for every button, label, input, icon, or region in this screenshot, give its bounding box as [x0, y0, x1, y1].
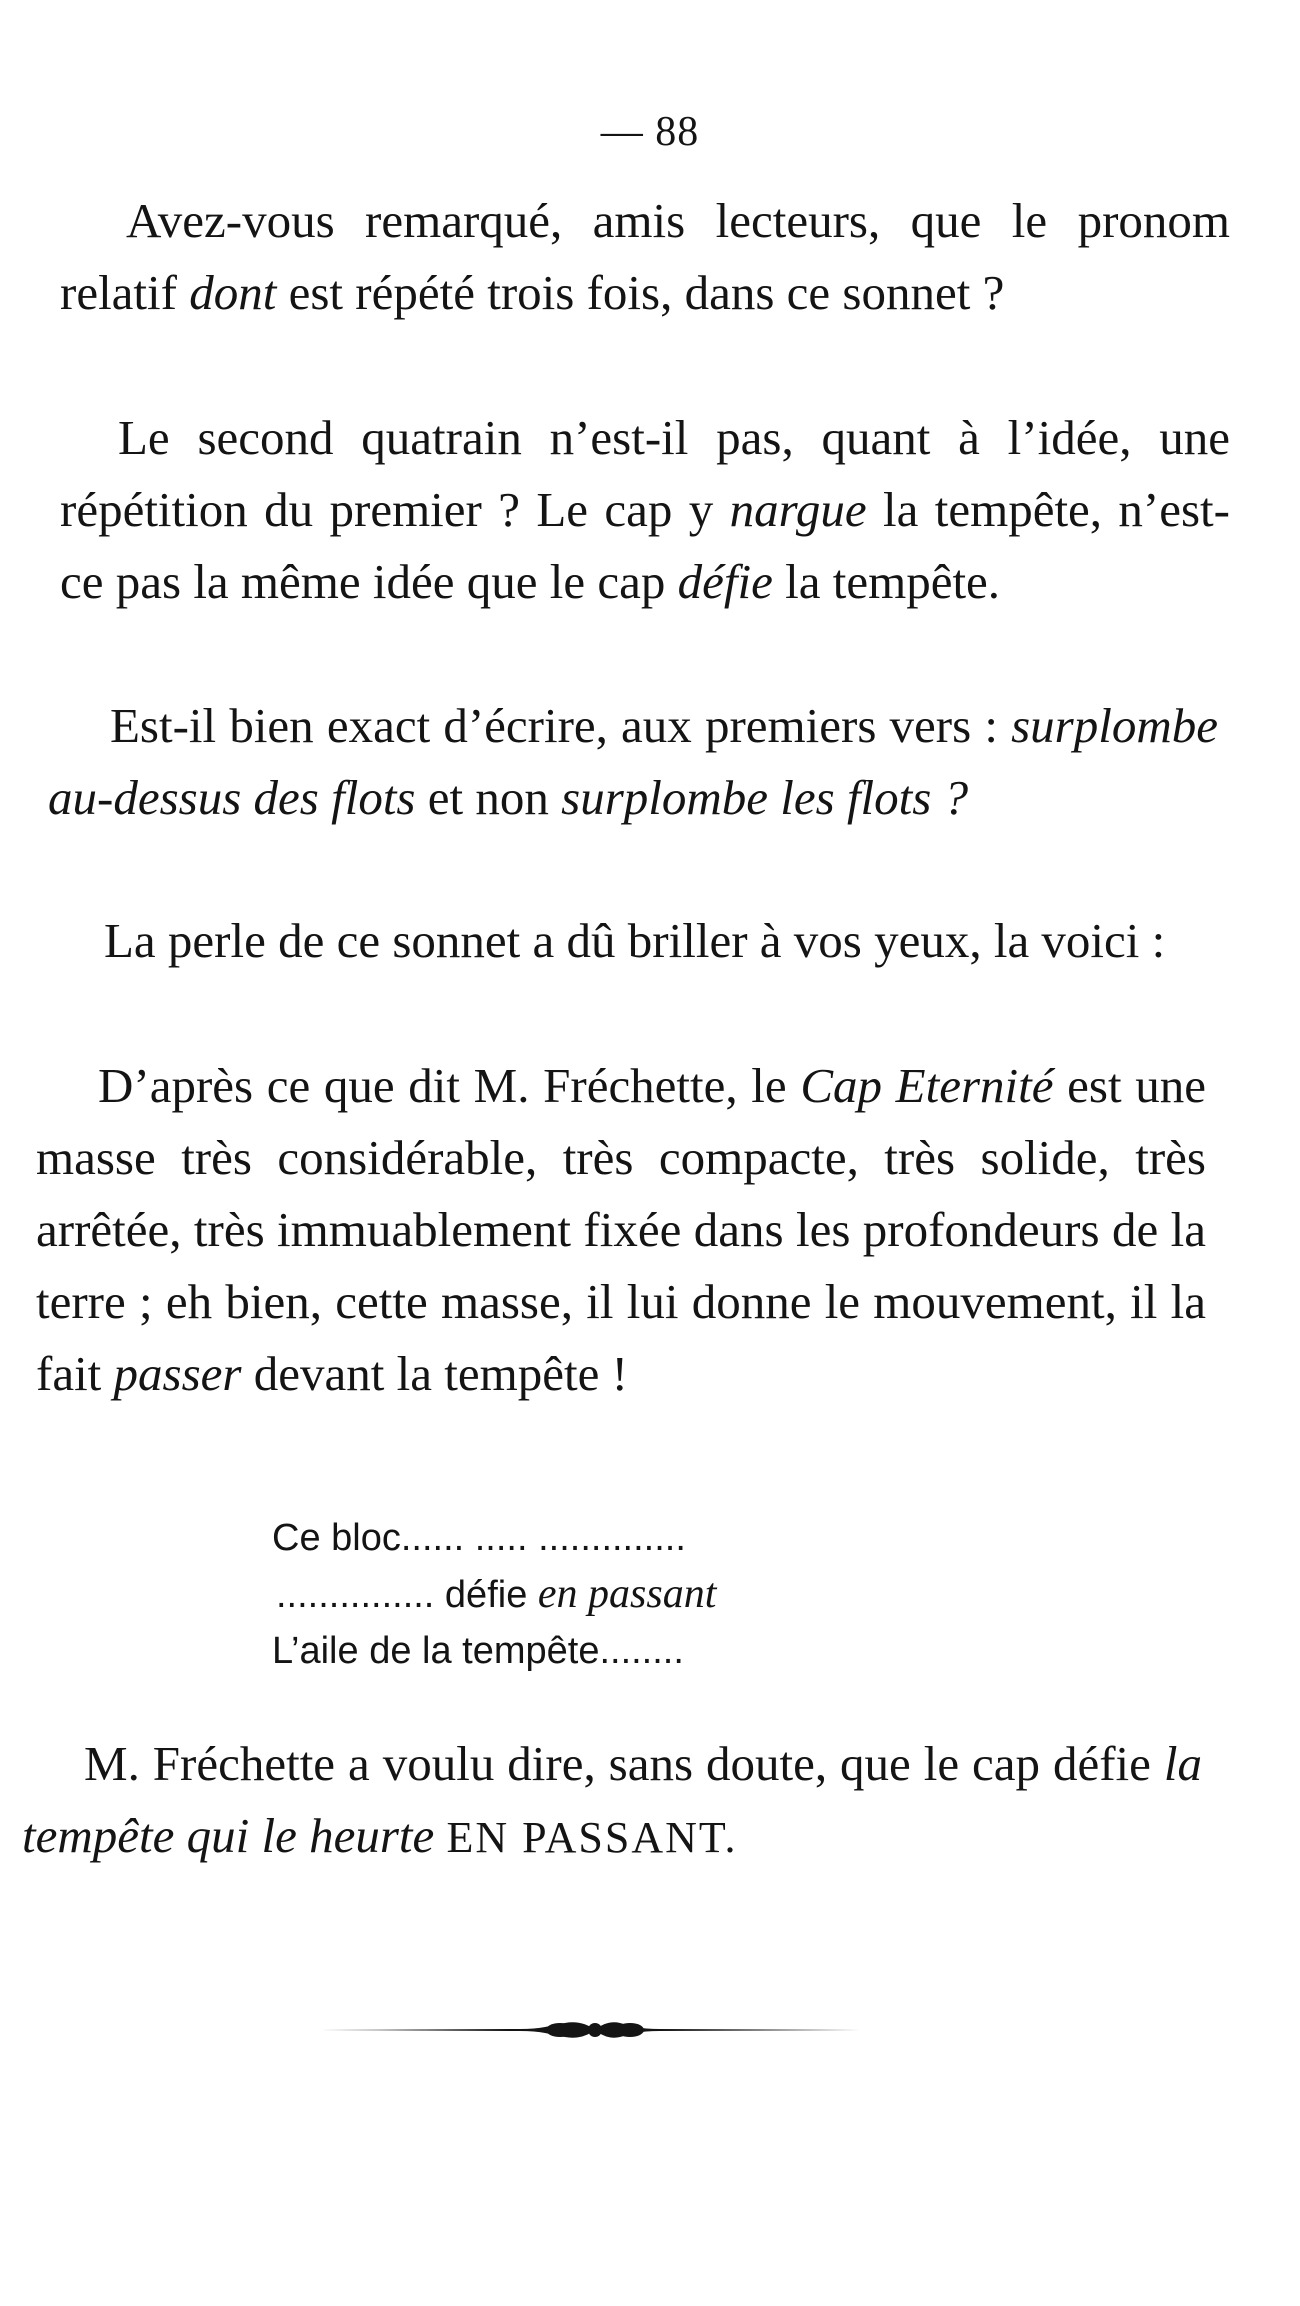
- paragraph-3-text-a: Est-il bien exact d’écrire, aux premiers vers :: [110, 698, 1012, 753]
- paragraph-6-italic-a: la tempête qui le heurte: [22, 1736, 1202, 1863]
- paragraph-1-text-a: Avez-vous remarqué, amis lecteurs, que le pronom relatif: [60, 193, 1230, 320]
- paragraph-3-italic-b: surplombe les flots ?: [561, 770, 969, 825]
- paragraph-6-text-b: [434, 1808, 446, 1863]
- page-number: — 88: [600, 109, 700, 155]
- paragraph-5: [36, 1050, 1206, 1410]
- paragraph-6-smallcaps: EN PASSANT.: [446, 1813, 738, 1862]
- verse-line-2-italic: en passant: [537, 1571, 717, 1617]
- paragraph-4: [44, 905, 1214, 977]
- verse-line-2-dots: ...............: [276, 1574, 445, 1616]
- paragraph-2-text-c: la tempête.: [772, 554, 1001, 609]
- paragraph-5-text-b: est une masse très considérable, très compacte, très solide, très arrêtée, très immuablement fixée dans les profondeurs de la terre ; eh bien, cette masse, il lui donne le mouvement, il la fait: [36, 1058, 1206, 1401]
- paragraph-3-italic-a: surplombe au-dessus des flots: [48, 698, 1218, 825]
- paragraph-6: [22, 1728, 1202, 1874]
- paragraph-5-italic-a: Cap Eternité: [800, 1058, 1054, 1113]
- paragraph-1: [60, 185, 1230, 329]
- paragraph-6-text-a: M. Fréchette a voulu dire, sans doute, que le cap défie: [84, 1736, 1164, 1791]
- paragraph-2-text-a: Le second quatrain n’est-il pas, quant à l’idée, une répétition du premier ? Le cap y: [60, 410, 1230, 537]
- verse-quotation: [272, 1510, 892, 1679]
- paragraph-5-text-c: devant la tempête !: [241, 1346, 628, 1401]
- verse-line-2-text: défie: [444, 1574, 538, 1616]
- paragraph-5-text-a: D’après ce que dit M. Fréchette, le: [98, 1058, 801, 1113]
- paragraph-2-text-b: la tempête, n’est-ce pas la même idée que le cap: [60, 482, 1230, 609]
- paragraph-3: [48, 690, 1218, 834]
- paragraph-4-text-a: La perle de ce sonnet a dû briller à vos yeux, la voici :: [104, 913, 1166, 968]
- paragraph-1-text-b: est répété trois fois, dans ce sonnet ?: [276, 265, 1005, 320]
- paragraph-2-italic-a: nargue: [729, 482, 867, 537]
- paragraph-2-italic-b: défie: [677, 554, 773, 609]
- verse-line-1: Ce bloc...... ..... ..............: [272, 1517, 686, 1559]
- verse-line-3: L’aile de la tempête........: [272, 1630, 684, 1672]
- paragraph-2: [60, 402, 1230, 618]
- paragraph-1-italic-a: dont: [189, 265, 277, 320]
- verse-line-2: [272, 1566, 892, 1623]
- paragraph-3-text-b: et non: [415, 770, 562, 825]
- paragraph-5-italic-b: passer: [113, 1346, 242, 1401]
- end-ornament-divider: [320, 2000, 860, 2060]
